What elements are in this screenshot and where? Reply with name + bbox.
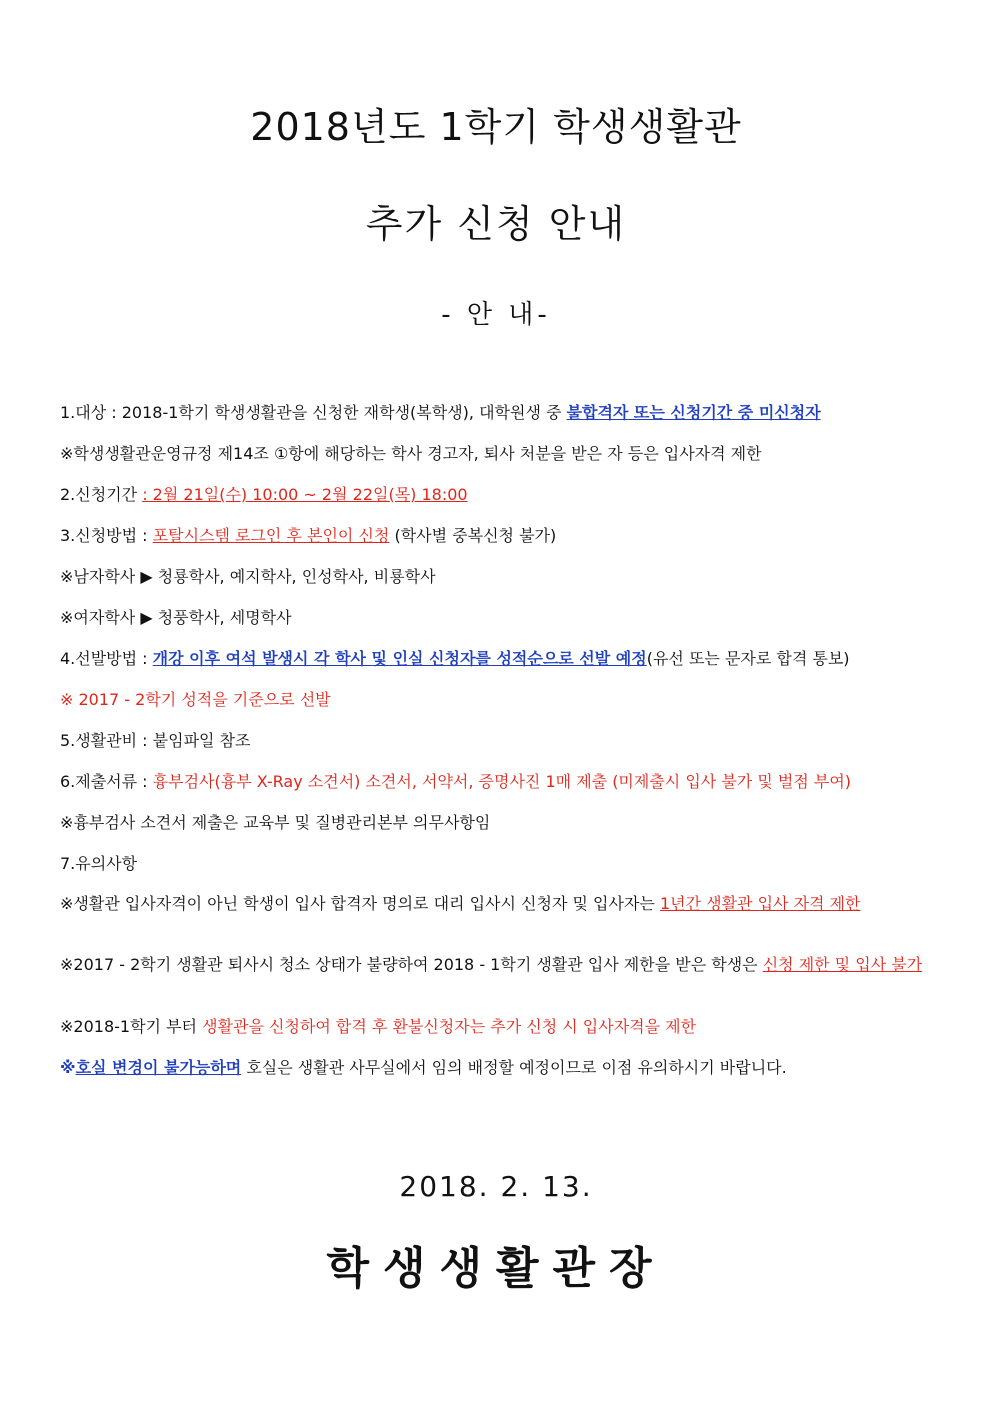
item-method: 3.신청방법 : 포탈시스템 로그인 후 본인이 신청 (학사별 중복신청 불가) (60, 526, 557, 545)
note-grade-basis: ※ 2017 - 2학기 성적을 기준으로 선발 (60, 690, 331, 709)
document-subtitle: - 안 내- (441, 300, 551, 330)
item-fee: 5.생활관비 : 붙임파일 참조 (60, 731, 251, 750)
period-dates: : 2월 21일(수) 10:00 ~ 2월 22일(목) 18:00 (142, 485, 468, 504)
highlight-target: 불합격자 또는 신청기간 중 미신청자 (566, 403, 821, 422)
note-male-dorms: ※남자학사 ▶ 청룡학사, 예지학사, 인성학사, 비룡학사 (60, 567, 436, 586)
notice-body (60, 402, 940, 1098)
note-refund: ※2018-1학기 부터 생활관을 신청하여 합격 후 환불신청자는 추가 신청 시 입사자격을 제한 (60, 1017, 697, 1036)
note-proxy-entry: ※생활관 입사자격이 아닌 학생이 입사 합격자 명의로 대리 입사시 신청자 및 입사자는 1년간 생활관 입사 자격 제한 (60, 894, 861, 913)
document-title-line1: 2018년도 1학기 학생생활관 (250, 105, 742, 149)
selection-highlight: 개강 이후 여석 발생시 각 학사 및 인실 신청자를 성적순으로 선발 예정 (152, 649, 647, 668)
document-date: 2018. 2. 13. (399, 1170, 593, 1203)
note-xray: ※흉부검사 소견서 제출은 교육부 및 질병관리본부 의무사항임 (60, 813, 491, 832)
signature: 학생생활관장 (326, 1243, 666, 1294)
item-notes-heading: 7.유의사항 (60, 854, 138, 873)
item-period: 2.신청기간 : 2월 21일(수) 10:00 ~ 2월 22일(목) 18:00 (60, 485, 468, 504)
note-cleaning: ※2017 - 2학기 생활관 퇴사시 청소 상태가 불량하여 2018 - 1학기 생활관 입사 제한을 받은 학생은 신청 제한 및 입사 불가 (60, 955, 923, 974)
item-documents: 6.제출서류 : 흉부검사(흉부 X-Ray 소견서) 소견서, 서약서, 증명사진 1매 제출 (미제출시 입사 불가 및 벌점 부여) (60, 772, 852, 791)
item-selection: 4.선발방법 : 개강 이후 여석 발생시 각 학사 및 인실 신청자를 성적순으로 선발 예정(유선 또는 문자로 합격 통보) (60, 649, 850, 668)
document-title-line2: 추가 신청 안내 (365, 202, 627, 246)
room-change-highlight: 호실 변경이 불가능하며 (75, 1058, 242, 1077)
note-restriction: ※학생생활관운영규정 제14조 ①항에 해당하는 학사 경고자, 퇴사 처분을 받은 자 등은 입사자격 제한 (60, 444, 762, 463)
item-target: 1.대상 : 2018-1학기 학생생활관을 신청한 재학생(복학생), 대학원생 중 불합격자 또는 신청기간 중 미신청자 (60, 403, 821, 422)
method-highlight: 포탈시스템 로그인 후 본인이 신청 (152, 526, 390, 545)
note-room-assignment: ※호실 변경이 불가능하며 호실은 생활관 사무실에서 임의 배정할 예정이므로 이점 유의하시기 바랍니다. (60, 1058, 787, 1077)
documents-list: 흉부검사(흉부 X-Ray 소견서) 소견서, 서약서, 증명사진 1매 제출 (미제출시 입사 불가 및 벌점 부여) (152, 772, 852, 791)
note-female-dorms: ※여자학사 ▶ 청풍학사, 세명학사 (60, 608, 292, 627)
